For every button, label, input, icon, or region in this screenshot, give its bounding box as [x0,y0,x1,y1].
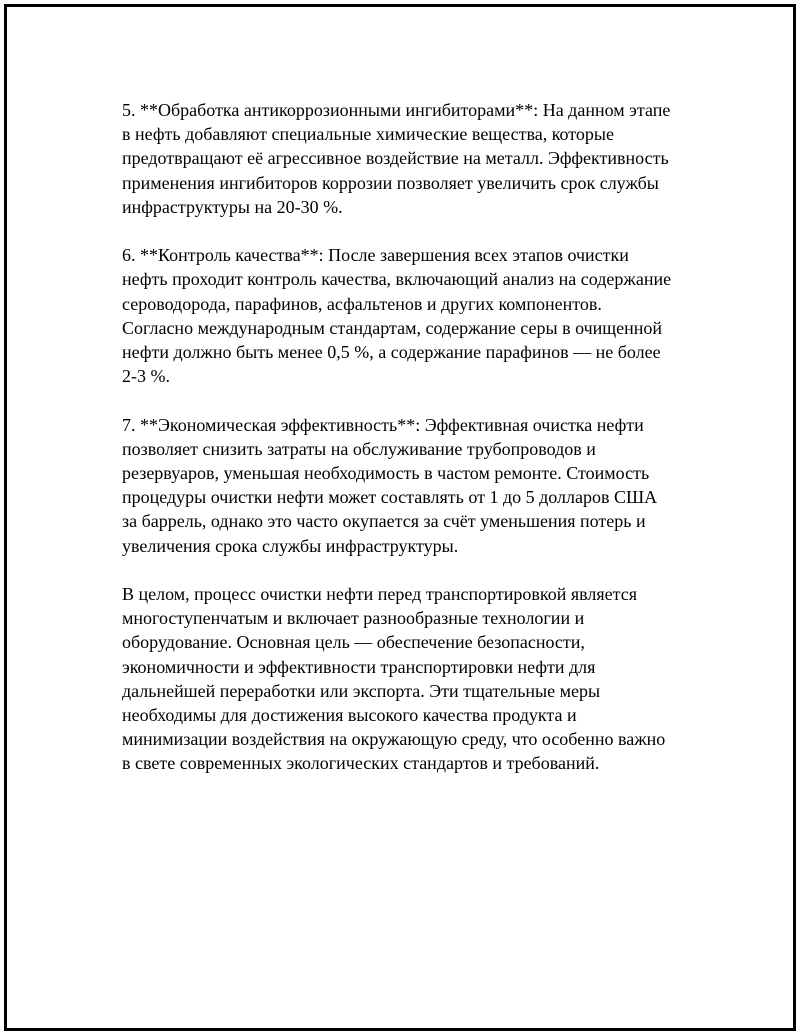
text-line: в нефть добавляют специальные химические вещества, которые [122,124,615,145]
text-line: позволяет снизить затраты на обслуживание трубопроводов и [122,438,596,459]
text-line: дальнейшей переработки или экспорта. Эти тщательные меры [122,680,601,701]
document-body [122,98,712,800]
document-page [4,4,796,1031]
text-line: 7. **Экономическая эффективность**: Эффективная очистка нефти [122,414,644,435]
text-line: минимизации воздействия на окружающую среду, что особенно важно [122,729,666,750]
text-line: В целом, процесс очистки нефти перед транспортировкой является [122,584,638,605]
text-line: инфраструктуры на 20-30 %. [122,196,343,217]
text-line: за баррель, однако это часто окупается за счёт уменьшения потерь и [122,511,646,532]
paragraph-economic-efficiency [122,413,712,558]
text-line: экономичности и эффективности транспортировки нефти для [122,656,596,677]
text-line: необходимы для достижения высокого качества продукта и [122,705,577,726]
text-line: 6. **Контроль качества**: После завершения всех этапов очистки [122,245,629,266]
text-line: в свете современных экологических стандартов и требований. [122,753,600,774]
paragraph-quality-control [122,243,712,388]
paragraph-anticorrosion-inhibitors [122,98,712,219]
text-line: резервуаров, уменьшая необходимость в частом ремонте. Стоимость [122,463,650,484]
paragraph-conclusion [122,582,712,776]
text-line: нефть проходит контроль качества, включающий анализ на содержание [122,269,672,290]
text-line: многоступенчатым и включает разнообразные технологии и [122,608,585,629]
text-line: Согласно международным стандартам, содержание серы в очищенной [122,317,663,338]
text-line: сероводорода, парафинов, асфальтенов и других компонентов. [122,293,602,314]
text-line: нефти должно быть менее 0,5 %, а содержание парафинов — не более [122,342,661,363]
text-line: предотвращают её агрессивное воздействие на металл. Эффективность [122,148,669,169]
text-line: увеличения срока службы инфраструктуры. [122,535,459,556]
text-line: оборудование. Основная цель — обеспечение безопасности, [122,632,585,653]
text-line: 5. **Обработка антикоррозионными ингибиторами**: На данном этапе [122,100,671,120]
text-line: 2-3 %. [122,366,170,387]
text-line: процедуры очистки нефти может составлять от 1 до 5 долларов США [122,487,658,508]
text-line: применения ингибиторов коррозии позволяет увеличить срок службы [122,172,659,193]
